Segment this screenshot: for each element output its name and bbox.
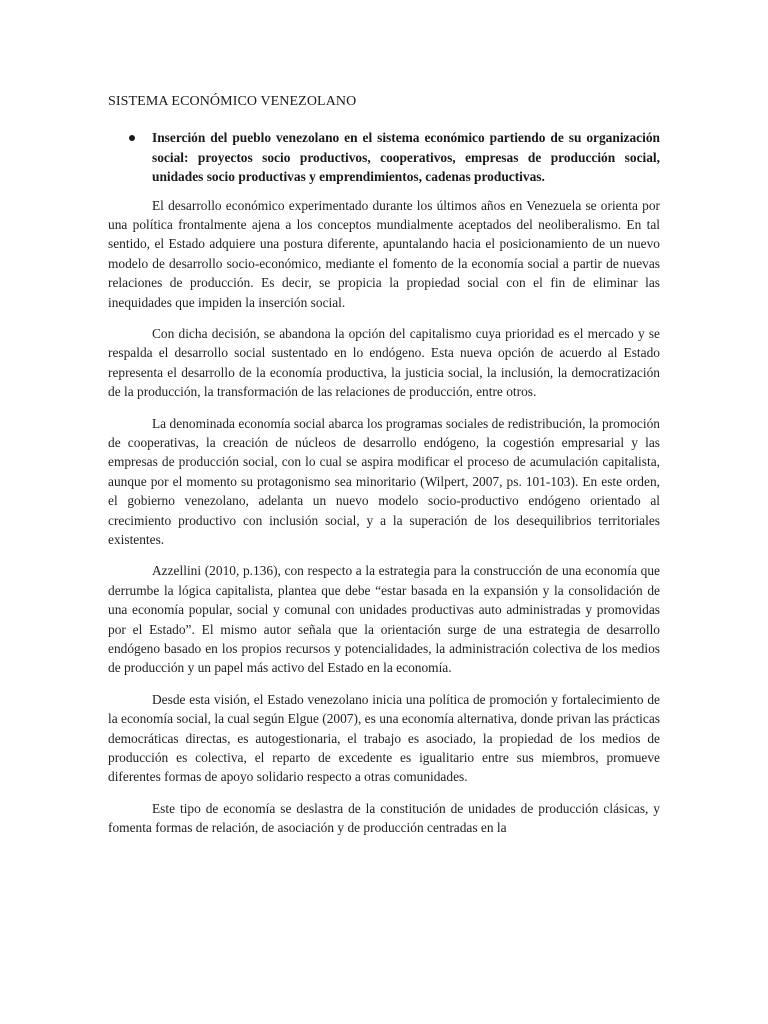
paragraph-3: La denominada economía social abarca los programas sociales de redistribución, la promoción de cooperativas, la creación de núcleos de desarrollo endógeno, la cogestión empresarial y las empresas de producción social, con lo cual se aspira modificar el proceso de acumulación capitalista, aunque por el momento su protagonismo sea minoritario (Wilpert, 2007, ps. 101-103). En este orden, el gobierno venezolano, adelanta un nuevo modelo socio-productivo endógeno orientado al crecimiento productivo con inclusión social, y a la superación de los desequilibrios territoriales existentes. bbox=[108, 415, 660, 547]
paragraph-4: Azzellini (2010, p.136), con respecto a la estrategia para la construcción de una economía que derrumbe la lógica capitalista, plantea que debe “estar basada en la expansión y la consolidación de una economía popular, social y comunal con unidades productivas auto administradas y promovidas por el Estado”. El mismo autor señala que la orientación surge de una estrategia de desarrollo endógeno basado en los propios recursos y potencialidades, la administración colectiva de los medios de producción y un papel más activo del Estado en la economía. bbox=[108, 563, 660, 676]
bullet-text: Inserción del pueblo venezolano en el sistema económico partiendo de su organización social: proyectos socio productivos, cooperativos, empresas de producción social, unidades socio productivas y emprendimientos, cadenas productivas. bbox=[152, 130, 660, 184]
paragraph-2: Con dicha decisión, se abandona la opción del capitalismo cuya prioridad es el mercado y se respalda el desarrollo social sustentado en lo endógeno. Esta nueva opción de acuerdo al Estado representa el desarrollo de la economía productiva, la justicia social, la inclusión, la democratización de la producción, la transformación de las relaciones de producción, entre otros. bbox=[108, 325, 660, 400]
paragraph-6: Este tipo de economía se deslastra de la constitución de unidades de producción clásicas, y fomenta formas de relación, de asociación y de producción centradas en la bbox=[108, 800, 660, 836]
paragraph-5: Desde esta visión, el Estado venezolano inicia una política de promoción y fortalecimiento de la economía social, la cual según Elgue (2007), es una economía alternativa, donde privan las prácticas democráticas directas, es autogestionaria, el trabajo es asociado, la propiedad de los medios de producción es colectiva, el reparto de excedente es igualitario entre sus miembros, promueve diferentes formas de apoyo solidario respecto a otras comunidades. bbox=[108, 691, 660, 785]
paragraph-1: El desarrollo económico experimentado durante los últimos años en Venezuela se orienta por una política frontalmente ajena a los conceptos mundialmente aceptados del neoliberalismo. En tal sentido, el Estado adquiere una postura diferente, apuntalando hacia el posicionamiento de un nuevo modelo de desarrollo socio-económico, mediante el fomento de la economía social a partir de nuevas relaciones de producción. Es decir, se propicia la propiedad social con el fin de eliminar las inequidades que impiden la inserción social. bbox=[108, 197, 660, 310]
bullet-dot-icon bbox=[129, 135, 135, 141]
bullet-item bbox=[108, 128, 660, 187]
document-body bbox=[108, 92, 660, 850]
document-title: SISTEMA ECONÓMICO VENEZOLANO bbox=[108, 94, 357, 109]
